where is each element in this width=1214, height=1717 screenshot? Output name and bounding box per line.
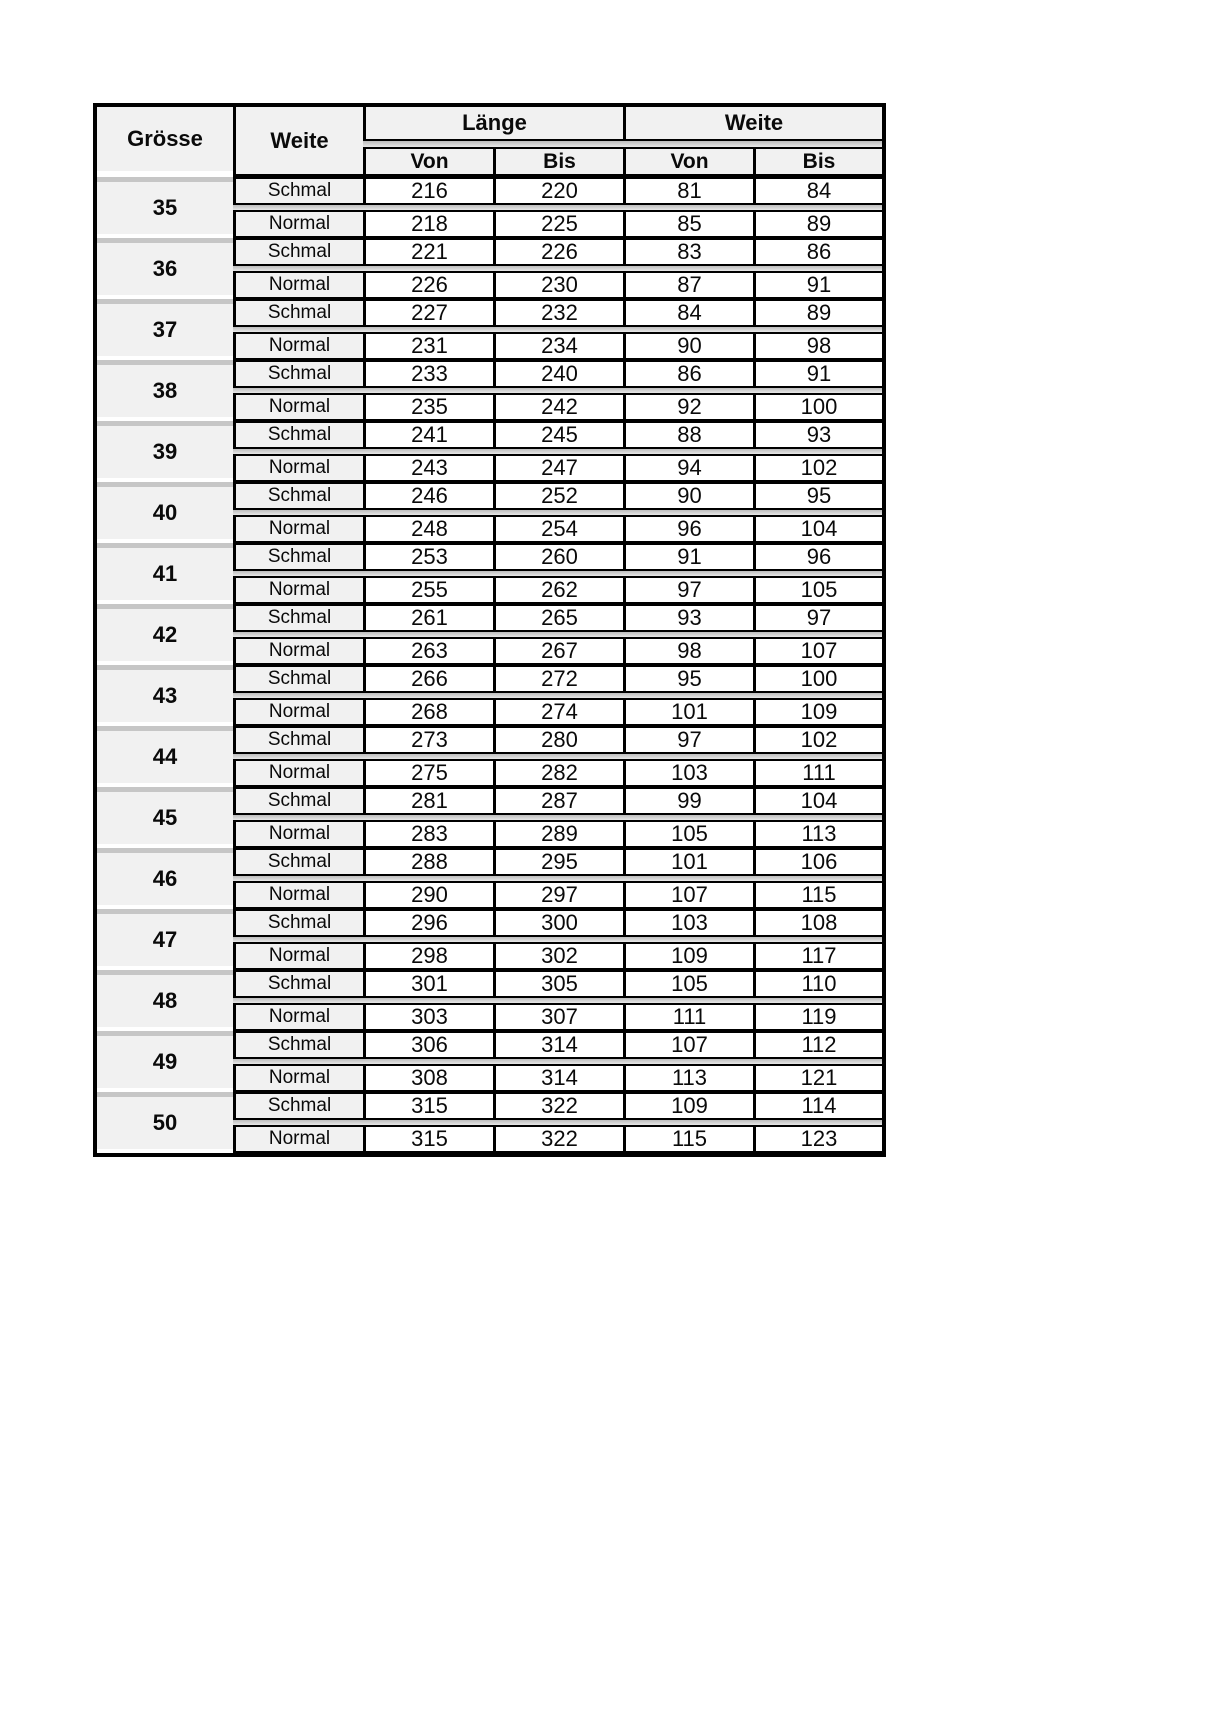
header-weite-von: Von	[623, 147, 753, 177]
width-type-cell: Schmal	[233, 543, 363, 571]
weite-von-cell: 92	[623, 393, 753, 421]
weite-bis-cell: 106	[753, 848, 882, 876]
header-weite-group: Weite	[623, 107, 882, 141]
size-group	[97, 726, 882, 787]
size-cell: 48	[97, 970, 233, 1031]
width-type-cell: Normal	[233, 820, 363, 848]
table-row	[233, 515, 882, 543]
size-group	[97, 177, 882, 238]
weite-bis-cell: 110	[753, 970, 882, 998]
size-cell: 50	[97, 1092, 233, 1153]
laenge-von-cell: 231	[363, 332, 493, 360]
weite-von-cell: 90	[623, 482, 753, 510]
size-group	[97, 421, 882, 482]
width-type-cell: Normal	[233, 1003, 363, 1031]
laenge-von-cell: 275	[363, 759, 493, 787]
laenge-bis-cell: 226	[493, 238, 623, 266]
table-row	[233, 576, 882, 604]
weite-von-cell: 84	[623, 299, 753, 327]
weite-von-cell: 101	[623, 698, 753, 726]
weite-von-cell: 93	[623, 604, 753, 632]
width-type-cell: Normal	[233, 332, 363, 360]
laenge-bis-cell: 232	[493, 299, 623, 327]
weite-von-cell: 113	[623, 1064, 753, 1092]
laenge-von-cell: 243	[363, 454, 493, 482]
laenge-bis-cell: 260	[493, 543, 623, 571]
laenge-bis-cell: 254	[493, 515, 623, 543]
weite-von-cell: 97	[623, 726, 753, 754]
table-row	[233, 637, 882, 665]
size-group	[97, 848, 882, 909]
laenge-bis-cell: 282	[493, 759, 623, 787]
laenge-von-cell: 253	[363, 543, 493, 571]
table-row	[233, 726, 882, 754]
weite-bis-cell: 109	[753, 698, 882, 726]
laenge-bis-cell: 314	[493, 1064, 623, 1092]
weite-bis-cell: 102	[753, 726, 882, 754]
weite-bis-cell: 112	[753, 1031, 882, 1059]
table-row	[233, 177, 882, 205]
laenge-von-cell: 261	[363, 604, 493, 632]
width-type-cell: Normal	[233, 759, 363, 787]
laenge-von-cell: 290	[363, 881, 493, 909]
size-cell: 35	[97, 177, 233, 238]
size-cell: 38	[97, 360, 233, 421]
table-row	[233, 848, 882, 876]
width-type-cell: Schmal	[233, 604, 363, 632]
laenge-von-cell: 303	[363, 1003, 493, 1031]
laenge-von-cell: 226	[363, 271, 493, 299]
header-groesse: Grösse	[97, 107, 233, 177]
table-row	[233, 421, 882, 449]
laenge-bis-cell: 230	[493, 271, 623, 299]
weite-von-cell: 111	[623, 1003, 753, 1031]
table-row	[233, 1031, 882, 1059]
size-cell: 37	[97, 299, 233, 360]
width-type-cell: Schmal	[233, 299, 363, 327]
size-cell: 42	[97, 604, 233, 665]
table-row	[233, 393, 882, 421]
header-weite-bis: Bis	[753, 147, 882, 177]
weite-von-cell: 83	[623, 238, 753, 266]
width-type-cell: Schmal	[233, 665, 363, 693]
width-type-cell: Normal	[233, 637, 363, 665]
laenge-bis-cell: 262	[493, 576, 623, 604]
laenge-bis-cell: 245	[493, 421, 623, 449]
laenge-bis-cell: 322	[493, 1092, 623, 1120]
width-type-cell: Schmal	[233, 421, 363, 449]
table-row	[233, 482, 882, 510]
laenge-bis-cell: 289	[493, 820, 623, 848]
laenge-bis-cell: 307	[493, 1003, 623, 1031]
weite-bis-cell: 104	[753, 515, 882, 543]
laenge-von-cell: 248	[363, 515, 493, 543]
weite-bis-cell: 108	[753, 909, 882, 937]
laenge-von-cell: 315	[363, 1092, 493, 1120]
weite-bis-cell: 100	[753, 393, 882, 421]
weite-bis-cell: 111	[753, 759, 882, 787]
laenge-von-cell: 246	[363, 482, 493, 510]
width-type-cell: Normal	[233, 1064, 363, 1092]
laenge-bis-cell: 265	[493, 604, 623, 632]
table-row	[233, 454, 882, 482]
width-type-cell: Normal	[233, 1125, 363, 1153]
table-row	[233, 604, 882, 632]
width-type-cell: Schmal	[233, 1092, 363, 1120]
laenge-bis-cell: 295	[493, 848, 623, 876]
laenge-bis-cell: 242	[493, 393, 623, 421]
weite-von-cell: 97	[623, 576, 753, 604]
laenge-bis-cell: 280	[493, 726, 623, 754]
weite-von-cell: 99	[623, 787, 753, 815]
weite-bis-cell: 105	[753, 576, 882, 604]
weite-von-cell: 98	[623, 637, 753, 665]
size-group	[97, 482, 882, 543]
laenge-von-cell: 235	[363, 393, 493, 421]
width-type-cell: Normal	[233, 454, 363, 482]
width-type-cell: Normal	[233, 698, 363, 726]
size-group	[97, 787, 882, 848]
table-row	[233, 970, 882, 998]
laenge-von-cell: 288	[363, 848, 493, 876]
width-type-cell: Normal	[233, 210, 363, 238]
size-group	[97, 299, 882, 360]
laenge-bis-cell: 322	[493, 1125, 623, 1153]
table-row	[233, 698, 882, 726]
weite-bis-cell: 102	[753, 454, 882, 482]
shoe-size-table	[93, 103, 886, 1157]
width-type-cell: Normal	[233, 271, 363, 299]
size-cell: 49	[97, 1031, 233, 1092]
weite-von-cell: 105	[623, 820, 753, 848]
weite-bis-cell: 113	[753, 820, 882, 848]
width-type-cell: Normal	[233, 576, 363, 604]
weite-bis-cell: 107	[753, 637, 882, 665]
table-row	[233, 210, 882, 238]
table-row	[233, 1092, 882, 1120]
laenge-bis-cell: 297	[493, 881, 623, 909]
laenge-von-cell: 255	[363, 576, 493, 604]
laenge-von-cell: 241	[363, 421, 493, 449]
weite-bis-cell: 104	[753, 787, 882, 815]
header-laenge-bis: Bis	[493, 147, 623, 177]
laenge-von-cell: 273	[363, 726, 493, 754]
width-type-cell: Normal	[233, 942, 363, 970]
table-row	[233, 271, 882, 299]
weite-von-cell: 105	[623, 970, 753, 998]
weite-bis-cell: 115	[753, 881, 882, 909]
size-cell: 43	[97, 665, 233, 726]
laenge-bis-cell: 220	[493, 177, 623, 205]
weite-von-cell: 107	[623, 881, 753, 909]
table-row	[233, 1125, 882, 1153]
size-cell: 44	[97, 726, 233, 787]
size-group	[97, 1031, 882, 1092]
laenge-von-cell: 281	[363, 787, 493, 815]
laenge-bis-cell: 272	[493, 665, 623, 693]
weite-von-cell: 88	[623, 421, 753, 449]
weite-von-cell: 101	[623, 848, 753, 876]
weite-von-cell: 109	[623, 942, 753, 970]
width-type-cell: Normal	[233, 515, 363, 543]
weite-bis-cell: 121	[753, 1064, 882, 1092]
laenge-bis-cell: 267	[493, 637, 623, 665]
laenge-von-cell: 308	[363, 1064, 493, 1092]
size-cell: 41	[97, 543, 233, 604]
laenge-von-cell: 306	[363, 1031, 493, 1059]
weite-von-cell: 95	[623, 665, 753, 693]
size-group	[97, 360, 882, 421]
weite-bis-cell: 93	[753, 421, 882, 449]
laenge-bis-cell: 287	[493, 787, 623, 815]
size-group	[97, 1092, 882, 1153]
width-type-cell: Schmal	[233, 848, 363, 876]
width-type-cell: Schmal	[233, 909, 363, 937]
weite-von-cell: 94	[623, 454, 753, 482]
laenge-von-cell: 227	[363, 299, 493, 327]
size-group	[97, 604, 882, 665]
laenge-bis-cell: 305	[493, 970, 623, 998]
size-group	[97, 543, 882, 604]
size-group	[97, 970, 882, 1031]
laenge-von-cell: 216	[363, 177, 493, 205]
size-cell: 40	[97, 482, 233, 543]
weite-von-cell: 87	[623, 271, 753, 299]
weite-bis-cell: 89	[753, 210, 882, 238]
table-row	[233, 881, 882, 909]
table-row	[233, 759, 882, 787]
weite-von-cell: 107	[623, 1031, 753, 1059]
laenge-von-cell: 221	[363, 238, 493, 266]
size-group	[97, 665, 882, 726]
table-row	[233, 299, 882, 327]
width-type-cell: Schmal	[233, 360, 363, 388]
laenge-bis-cell: 274	[493, 698, 623, 726]
table-body	[97, 177, 882, 1153]
laenge-von-cell: 301	[363, 970, 493, 998]
weite-bis-cell: 96	[753, 543, 882, 571]
weite-von-cell: 91	[623, 543, 753, 571]
table-row	[233, 820, 882, 848]
laenge-von-cell: 315	[363, 1125, 493, 1153]
table-row	[233, 543, 882, 571]
weite-bis-cell: 114	[753, 1092, 882, 1120]
laenge-bis-cell: 252	[493, 482, 623, 510]
laenge-von-cell: 263	[363, 637, 493, 665]
weite-von-cell: 81	[623, 177, 753, 205]
width-type-cell: Normal	[233, 393, 363, 421]
header-laenge-group: Länge	[363, 107, 623, 141]
weite-bis-cell: 91	[753, 271, 882, 299]
laenge-bis-cell: 225	[493, 210, 623, 238]
size-group	[97, 238, 882, 299]
laenge-von-cell: 233	[363, 360, 493, 388]
size-group	[97, 909, 882, 970]
table-row	[233, 360, 882, 388]
width-type-cell: Schmal	[233, 1031, 363, 1059]
table-row	[233, 332, 882, 360]
laenge-bis-cell: 247	[493, 454, 623, 482]
width-type-cell: Schmal	[233, 177, 363, 205]
laenge-von-cell: 266	[363, 665, 493, 693]
size-cell: 47	[97, 909, 233, 970]
width-type-cell: Schmal	[233, 726, 363, 754]
laenge-von-cell: 268	[363, 698, 493, 726]
weite-von-cell: 115	[623, 1125, 753, 1153]
weite-bis-cell: 117	[753, 942, 882, 970]
weite-von-cell: 90	[623, 332, 753, 360]
weite-von-cell: 109	[623, 1092, 753, 1120]
weite-von-cell: 103	[623, 759, 753, 787]
laenge-bis-cell: 302	[493, 942, 623, 970]
width-type-cell: Normal	[233, 881, 363, 909]
weite-von-cell: 86	[623, 360, 753, 388]
laenge-bis-cell: 300	[493, 909, 623, 937]
laenge-bis-cell: 240	[493, 360, 623, 388]
size-cell: 39	[97, 421, 233, 482]
weite-bis-cell: 91	[753, 360, 882, 388]
laenge-von-cell: 296	[363, 909, 493, 937]
table-row	[233, 787, 882, 815]
size-cell: 46	[97, 848, 233, 909]
size-cell: 36	[97, 238, 233, 299]
table-header	[97, 107, 882, 177]
weite-bis-cell: 98	[753, 332, 882, 360]
width-type-cell: Schmal	[233, 787, 363, 815]
laenge-bis-cell: 234	[493, 332, 623, 360]
header-laenge-von: Von	[363, 147, 493, 177]
laenge-bis-cell: 314	[493, 1031, 623, 1059]
table-row	[233, 238, 882, 266]
table-row	[233, 1003, 882, 1031]
laenge-von-cell: 283	[363, 820, 493, 848]
weite-bis-cell: 97	[753, 604, 882, 632]
weite-bis-cell: 84	[753, 177, 882, 205]
laenge-von-cell: 298	[363, 942, 493, 970]
weite-bis-cell: 123	[753, 1125, 882, 1153]
width-type-cell: Schmal	[233, 482, 363, 510]
weite-bis-cell: 89	[753, 299, 882, 327]
table-row	[233, 942, 882, 970]
weite-von-cell: 103	[623, 909, 753, 937]
table-row	[233, 665, 882, 693]
weite-bis-cell: 100	[753, 665, 882, 693]
table-row	[233, 909, 882, 937]
laenge-von-cell: 218	[363, 210, 493, 238]
weite-bis-cell: 86	[753, 238, 882, 266]
weite-bis-cell: 95	[753, 482, 882, 510]
weite-von-cell: 85	[623, 210, 753, 238]
size-cell: 45	[97, 787, 233, 848]
header-weite-column: Weite	[233, 107, 363, 177]
weite-von-cell: 96	[623, 515, 753, 543]
table-row	[233, 1064, 882, 1092]
width-type-cell: Schmal	[233, 970, 363, 998]
weite-bis-cell: 119	[753, 1003, 882, 1031]
width-type-cell: Schmal	[233, 238, 363, 266]
